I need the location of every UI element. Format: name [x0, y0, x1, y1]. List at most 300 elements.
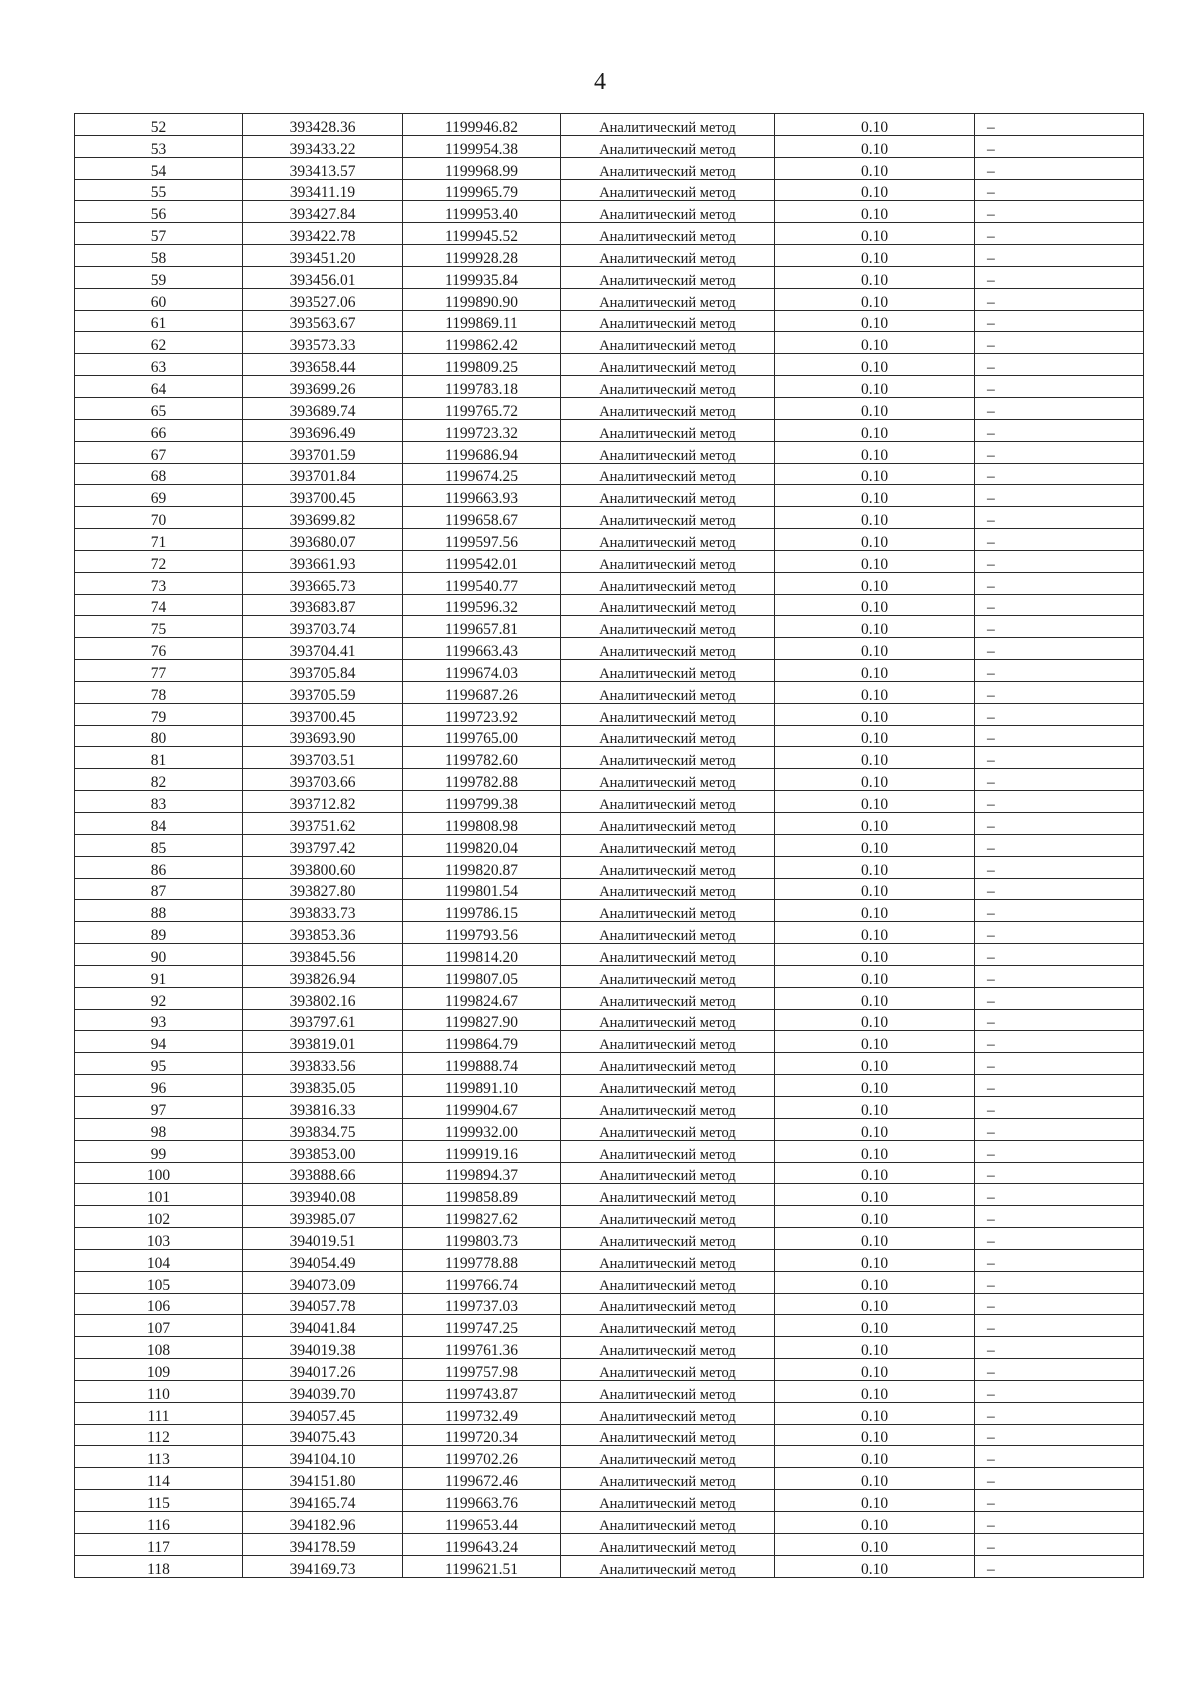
accuracy-cell: 0.10: [775, 725, 975, 747]
accuracy-cell: 0.10: [775, 310, 975, 332]
method-cell: Аналитический метод: [561, 681, 775, 703]
accuracy-cell: 0.10: [775, 485, 975, 507]
x-coordinate-cell: 394057.78: [243, 1293, 403, 1315]
y-coordinate-cell: 1199782.60: [403, 747, 561, 769]
point-number-cell: 91: [75, 965, 243, 987]
x-coordinate-cell: 393853.36: [243, 922, 403, 944]
y-coordinate-cell: 1199890.90: [403, 288, 561, 310]
table-row: [75, 1446, 1144, 1468]
y-coordinate-cell: 1199542.01: [403, 550, 561, 572]
note-cell: –: [975, 1271, 1144, 1293]
method-cell: Аналитический метод: [561, 1249, 775, 1271]
note-cell: –: [975, 507, 1144, 529]
y-coordinate-cell: 1199953.40: [403, 201, 561, 223]
accuracy-cell: 0.10: [775, 223, 975, 245]
point-number-cell: 113: [75, 1446, 243, 1468]
method-cell: Аналитический метод: [561, 1140, 775, 1162]
note-cell: –: [975, 1315, 1144, 1337]
point-number-cell: 97: [75, 1096, 243, 1118]
table-row: [75, 681, 1144, 703]
x-coordinate-cell: 394041.84: [243, 1315, 403, 1337]
table-row: [75, 572, 1144, 594]
point-number-cell: 98: [75, 1118, 243, 1140]
accuracy-cell: 0.10: [775, 944, 975, 966]
accuracy-cell: 0.10: [775, 1402, 975, 1424]
table-row: [75, 1184, 1144, 1206]
accuracy-cell: 0.10: [775, 747, 975, 769]
point-number-cell: 86: [75, 856, 243, 878]
note-cell: –: [975, 1162, 1144, 1184]
accuracy-cell: 0.10: [775, 1468, 975, 1490]
accuracy-cell: 0.10: [775, 616, 975, 638]
x-coordinate-cell: 393661.93: [243, 550, 403, 572]
x-coordinate-cell: 394019.38: [243, 1337, 403, 1359]
x-coordinate-cell: 393693.90: [243, 725, 403, 747]
method-cell: Аналитический метод: [561, 747, 775, 769]
point-number-cell: 62: [75, 332, 243, 354]
note-cell: –: [975, 1380, 1144, 1402]
method-cell: Аналитический метод: [561, 550, 775, 572]
accuracy-cell: 0.10: [775, 1096, 975, 1118]
method-cell: Аналитический метод: [561, 1271, 775, 1293]
note-cell: –: [975, 965, 1144, 987]
x-coordinate-cell: 394165.74: [243, 1490, 403, 1512]
table-row: [75, 594, 1144, 616]
method-cell: Аналитический метод: [561, 1096, 775, 1118]
table-row: [75, 1162, 1144, 1184]
table-row: [75, 157, 1144, 179]
point-number-cell: 68: [75, 463, 243, 485]
table-row: [75, 900, 1144, 922]
method-cell: Аналитический метод: [561, 441, 775, 463]
method-cell: Аналитический метод: [561, 332, 775, 354]
table-row: [75, 725, 1144, 747]
note-cell: –: [975, 900, 1144, 922]
x-coordinate-cell: 393696.49: [243, 419, 403, 441]
method-cell: Аналитический метод: [561, 900, 775, 922]
y-coordinate-cell: 1199783.18: [403, 376, 561, 398]
note-cell: –: [975, 397, 1144, 419]
y-coordinate-cell: 1199761.36: [403, 1337, 561, 1359]
method-cell: Аналитический метод: [561, 856, 775, 878]
x-coordinate-cell: 393411.19: [243, 179, 403, 201]
table-row: [75, 485, 1144, 507]
method-cell: Аналитический метод: [561, 594, 775, 616]
y-coordinate-cell: 1199672.46: [403, 1468, 561, 1490]
note-cell: –: [975, 725, 1144, 747]
x-coordinate-cell: 394073.09: [243, 1271, 403, 1293]
accuracy-cell: 0.10: [775, 1075, 975, 1097]
x-coordinate-cell: 393797.61: [243, 1009, 403, 1031]
note-cell: –: [975, 572, 1144, 594]
note-cell: –: [975, 944, 1144, 966]
x-coordinate-cell: 393699.26: [243, 376, 403, 398]
method-cell: Аналитический метод: [561, 791, 775, 813]
table-row: [75, 135, 1144, 157]
x-coordinate-cell: 393701.59: [243, 441, 403, 463]
point-number-cell: 61: [75, 310, 243, 332]
method-cell: Аналитический метод: [561, 135, 775, 157]
y-coordinate-cell: 1199827.62: [403, 1206, 561, 1228]
note-cell: –: [975, 157, 1144, 179]
method-cell: Аналитический метод: [561, 397, 775, 419]
table-row: [75, 441, 1144, 463]
y-coordinate-cell: 1199732.49: [403, 1402, 561, 1424]
note-cell: –: [975, 463, 1144, 485]
x-coordinate-cell: 393819.01: [243, 1031, 403, 1053]
table-row: [75, 223, 1144, 245]
table-row: [75, 529, 1144, 551]
x-coordinate-cell: 393700.45: [243, 485, 403, 507]
x-coordinate-cell: 394054.49: [243, 1249, 403, 1271]
x-coordinate-cell: 394182.96: [243, 1512, 403, 1534]
x-coordinate-cell: 393422.78: [243, 223, 403, 245]
method-cell: Аналитический метод: [561, 288, 775, 310]
point-number-cell: 84: [75, 813, 243, 835]
y-coordinate-cell: 1199757.98: [403, 1359, 561, 1381]
table-row: [75, 987, 1144, 1009]
accuracy-cell: 0.10: [775, 572, 975, 594]
accuracy-cell: 0.10: [775, 813, 975, 835]
point-number-cell: 108: [75, 1337, 243, 1359]
method-cell: Аналитический метод: [561, 1293, 775, 1315]
accuracy-cell: 0.10: [775, 965, 975, 987]
table-row: [75, 507, 1144, 529]
x-coordinate-cell: 393705.59: [243, 681, 403, 703]
table-row: [75, 813, 1144, 835]
method-cell: Аналитический метод: [561, 1555, 775, 1577]
y-coordinate-cell: 1199663.43: [403, 638, 561, 660]
note-cell: –: [975, 813, 1144, 835]
x-coordinate-cell: 394017.26: [243, 1359, 403, 1381]
point-number-cell: 117: [75, 1533, 243, 1555]
point-number-cell: 70: [75, 507, 243, 529]
table-row: [75, 1075, 1144, 1097]
y-coordinate-cell: 1199653.44: [403, 1512, 561, 1534]
table-row: [75, 288, 1144, 310]
table-row: [75, 1402, 1144, 1424]
accuracy-cell: 0.10: [775, 1206, 975, 1228]
accuracy-cell: 0.10: [775, 1118, 975, 1140]
point-number-cell: 74: [75, 594, 243, 616]
point-number-cell: 116: [75, 1512, 243, 1534]
table-row: [75, 332, 1144, 354]
method-cell: Аналитический метод: [561, 965, 775, 987]
point-number-cell: 55: [75, 179, 243, 201]
y-coordinate-cell: 1199686.94: [403, 441, 561, 463]
x-coordinate-cell: 393845.56: [243, 944, 403, 966]
note-cell: –: [975, 266, 1144, 288]
y-coordinate-cell: 1199827.90: [403, 1009, 561, 1031]
note-cell: –: [975, 681, 1144, 703]
table-row: [75, 965, 1144, 987]
method-cell: Аналитический метод: [561, 1228, 775, 1250]
accuracy-cell: 0.10: [775, 900, 975, 922]
note-cell: –: [975, 1490, 1144, 1512]
y-coordinate-cell: 1199946.82: [403, 114, 561, 136]
point-number-cell: 64: [75, 376, 243, 398]
method-cell: Аналитический метод: [561, 114, 775, 136]
accuracy-cell: 0.10: [775, 266, 975, 288]
x-coordinate-cell: 393833.73: [243, 900, 403, 922]
y-coordinate-cell: 1199765.72: [403, 397, 561, 419]
table-row: [75, 944, 1144, 966]
y-coordinate-cell: 1199935.84: [403, 266, 561, 288]
accuracy-cell: 0.10: [775, 769, 975, 791]
table-row: [75, 1468, 1144, 1490]
note-cell: –: [975, 834, 1144, 856]
point-number-cell: 76: [75, 638, 243, 660]
table-row: [75, 1271, 1144, 1293]
table-row: [75, 550, 1144, 572]
y-coordinate-cell: 1199919.16: [403, 1140, 561, 1162]
y-coordinate-cell: 1199945.52: [403, 223, 561, 245]
method-cell: Аналитический метод: [561, 703, 775, 725]
note-cell: –: [975, 1424, 1144, 1446]
method-cell: Аналитический метод: [561, 725, 775, 747]
note-cell: –: [975, 1075, 1144, 1097]
point-number-cell: 111: [75, 1402, 243, 1424]
y-coordinate-cell: 1199809.25: [403, 354, 561, 376]
table-row: [75, 769, 1144, 791]
y-coordinate-cell: 1199824.67: [403, 987, 561, 1009]
accuracy-cell: 0.10: [775, 1009, 975, 1031]
table-row: [75, 1206, 1144, 1228]
accuracy-cell: 0.10: [775, 135, 975, 157]
y-coordinate-cell: 1199858.89: [403, 1184, 561, 1206]
note-cell: –: [975, 1555, 1144, 1577]
accuracy-cell: 0.10: [775, 419, 975, 441]
point-number-cell: 72: [75, 550, 243, 572]
accuracy-cell: 0.10: [775, 463, 975, 485]
method-cell: Аналитический метод: [561, 922, 775, 944]
accuracy-cell: 0.10: [775, 179, 975, 201]
table-row: [75, 1359, 1144, 1381]
note-cell: –: [975, 310, 1144, 332]
x-coordinate-cell: 393816.33: [243, 1096, 403, 1118]
point-number-cell: 110: [75, 1380, 243, 1402]
y-coordinate-cell: 1199968.99: [403, 157, 561, 179]
x-coordinate-cell: 393665.73: [243, 572, 403, 594]
x-coordinate-cell: 394057.45: [243, 1402, 403, 1424]
accuracy-cell: 0.10: [775, 1380, 975, 1402]
point-number-cell: 67: [75, 441, 243, 463]
note-cell: –: [975, 485, 1144, 507]
x-coordinate-cell: 394169.73: [243, 1555, 403, 1577]
x-coordinate-cell: 394178.59: [243, 1533, 403, 1555]
point-number-cell: 103: [75, 1228, 243, 1250]
method-cell: Аналитический метод: [561, 201, 775, 223]
point-number-cell: 87: [75, 878, 243, 900]
point-number-cell: 82: [75, 769, 243, 791]
note-cell: –: [975, 550, 1144, 572]
accuracy-cell: 0.10: [775, 1315, 975, 1337]
point-number-cell: 60: [75, 288, 243, 310]
point-number-cell: 106: [75, 1293, 243, 1315]
table-row: [75, 1424, 1144, 1446]
method-cell: Аналитический метод: [561, 1075, 775, 1097]
x-coordinate-cell: 393680.07: [243, 529, 403, 551]
method-cell: Аналитический метод: [561, 245, 775, 267]
method-cell: Аналитический метод: [561, 1512, 775, 1534]
note-cell: –: [975, 878, 1144, 900]
accuracy-cell: 0.10: [775, 1162, 975, 1184]
point-number-cell: 77: [75, 660, 243, 682]
note-cell: –: [975, 1512, 1144, 1534]
table-row: [75, 397, 1144, 419]
point-number-cell: 104: [75, 1249, 243, 1271]
table-row: [75, 1140, 1144, 1162]
note-cell: –: [975, 1031, 1144, 1053]
accuracy-cell: 0.10: [775, 922, 975, 944]
point-number-cell: 71: [75, 529, 243, 551]
method-cell: Аналитический метод: [561, 354, 775, 376]
y-coordinate-cell: 1199658.67: [403, 507, 561, 529]
y-coordinate-cell: 1199663.93: [403, 485, 561, 507]
method-cell: Аналитический метод: [561, 878, 775, 900]
y-coordinate-cell: 1199869.11: [403, 310, 561, 332]
accuracy-cell: 0.10: [775, 550, 975, 572]
accuracy-cell: 0.10: [775, 703, 975, 725]
method-cell: Аналитический метод: [561, 987, 775, 1009]
table-row: [75, 354, 1144, 376]
note-cell: –: [975, 419, 1144, 441]
point-number-cell: 56: [75, 201, 243, 223]
method-cell: Аналитический метод: [561, 944, 775, 966]
y-coordinate-cell: 1199928.28: [403, 245, 561, 267]
y-coordinate-cell: 1199674.25: [403, 463, 561, 485]
note-cell: –: [975, 987, 1144, 1009]
accuracy-cell: 0.10: [775, 354, 975, 376]
method-cell: Аналитический метод: [561, 1424, 775, 1446]
x-coordinate-cell: 393451.20: [243, 245, 403, 267]
accuracy-cell: 0.10: [775, 1249, 975, 1271]
accuracy-cell: 0.10: [775, 638, 975, 660]
note-cell: –: [975, 1228, 1144, 1250]
x-coordinate-cell: 393683.87: [243, 594, 403, 616]
method-cell: Аналитический метод: [561, 769, 775, 791]
note-cell: –: [975, 791, 1144, 813]
accuracy-cell: 0.10: [775, 1293, 975, 1315]
y-coordinate-cell: 1199765.00: [403, 725, 561, 747]
point-number-cell: 58: [75, 245, 243, 267]
accuracy-cell: 0.10: [775, 791, 975, 813]
x-coordinate-cell: 393704.41: [243, 638, 403, 660]
table-row: [75, 1315, 1144, 1337]
note-cell: –: [975, 1206, 1144, 1228]
point-number-cell: 109: [75, 1359, 243, 1381]
point-number-cell: 59: [75, 266, 243, 288]
x-coordinate-cell: 393527.06: [243, 288, 403, 310]
y-coordinate-cell: 1199596.32: [403, 594, 561, 616]
table-row: [75, 856, 1144, 878]
note-cell: –: [975, 1249, 1144, 1271]
note-cell: –: [975, 332, 1144, 354]
point-number-cell: 107: [75, 1315, 243, 1337]
table-row: [75, 703, 1144, 725]
note-cell: –: [975, 660, 1144, 682]
table-row: [75, 1096, 1144, 1118]
x-coordinate-cell: 393433.22: [243, 135, 403, 157]
accuracy-cell: 0.10: [775, 1031, 975, 1053]
y-coordinate-cell: 1199702.26: [403, 1446, 561, 1468]
x-coordinate-cell: 393699.82: [243, 507, 403, 529]
note-cell: –: [975, 769, 1144, 791]
method-cell: Аналитический метод: [561, 1402, 775, 1424]
y-coordinate-cell: 1199657.81: [403, 616, 561, 638]
x-coordinate-cell: 393940.08: [243, 1184, 403, 1206]
point-number-cell: 80: [75, 725, 243, 747]
y-coordinate-cell: 1199965.79: [403, 179, 561, 201]
accuracy-cell: 0.10: [775, 157, 975, 179]
table-row: [75, 660, 1144, 682]
y-coordinate-cell: 1199820.87: [403, 856, 561, 878]
y-coordinate-cell: 1199786.15: [403, 900, 561, 922]
accuracy-cell: 0.10: [775, 987, 975, 1009]
x-coordinate-cell: 394151.80: [243, 1468, 403, 1490]
note-cell: –: [975, 856, 1144, 878]
method-cell: Аналитический метод: [561, 1184, 775, 1206]
accuracy-cell: 0.10: [775, 834, 975, 856]
y-coordinate-cell: 1199864.79: [403, 1031, 561, 1053]
x-coordinate-cell: 393703.51: [243, 747, 403, 769]
point-number-cell: 114: [75, 1468, 243, 1490]
point-number-cell: 52: [75, 114, 243, 136]
point-number-cell: 81: [75, 747, 243, 769]
note-cell: –: [975, 616, 1144, 638]
x-coordinate-cell: 393800.60: [243, 856, 403, 878]
note-cell: –: [975, 703, 1144, 725]
note-cell: –: [975, 245, 1144, 267]
table-row: [75, 419, 1144, 441]
table-row: [75, 1053, 1144, 1075]
table-row: [75, 1249, 1144, 1271]
point-number-cell: 102: [75, 1206, 243, 1228]
note-cell: –: [975, 223, 1144, 245]
accuracy-cell: 0.10: [775, 1359, 975, 1381]
point-number-cell: 100: [75, 1162, 243, 1184]
table-row: [75, 1293, 1144, 1315]
point-number-cell: 105: [75, 1271, 243, 1293]
note-cell: –: [975, 179, 1144, 201]
method-cell: Аналитический метод: [561, 1118, 775, 1140]
point-number-cell: 66: [75, 419, 243, 441]
method-cell: Аналитический метод: [561, 1053, 775, 1075]
point-number-cell: 83: [75, 791, 243, 813]
method-cell: Аналитический метод: [561, 834, 775, 856]
y-coordinate-cell: 1199904.67: [403, 1096, 561, 1118]
coordinates-table: [74, 113, 1144, 1578]
x-coordinate-cell: 393802.16: [243, 987, 403, 1009]
point-number-cell: 94: [75, 1031, 243, 1053]
note-cell: –: [975, 1118, 1144, 1140]
point-number-cell: 69: [75, 485, 243, 507]
note-cell: –: [975, 1402, 1144, 1424]
x-coordinate-cell: 394019.51: [243, 1228, 403, 1250]
y-coordinate-cell: 1199801.54: [403, 878, 561, 900]
accuracy-cell: 0.10: [775, 1184, 975, 1206]
point-number-cell: 53: [75, 135, 243, 157]
y-coordinate-cell: 1199766.74: [403, 1271, 561, 1293]
y-coordinate-cell: 1199597.56: [403, 529, 561, 551]
note-cell: –: [975, 1009, 1144, 1031]
accuracy-cell: 0.10: [775, 114, 975, 136]
table-row: [75, 834, 1144, 856]
table-row: [75, 1228, 1144, 1250]
note-cell: –: [975, 114, 1144, 136]
note-cell: –: [975, 1140, 1144, 1162]
point-number-cell: 99: [75, 1140, 243, 1162]
